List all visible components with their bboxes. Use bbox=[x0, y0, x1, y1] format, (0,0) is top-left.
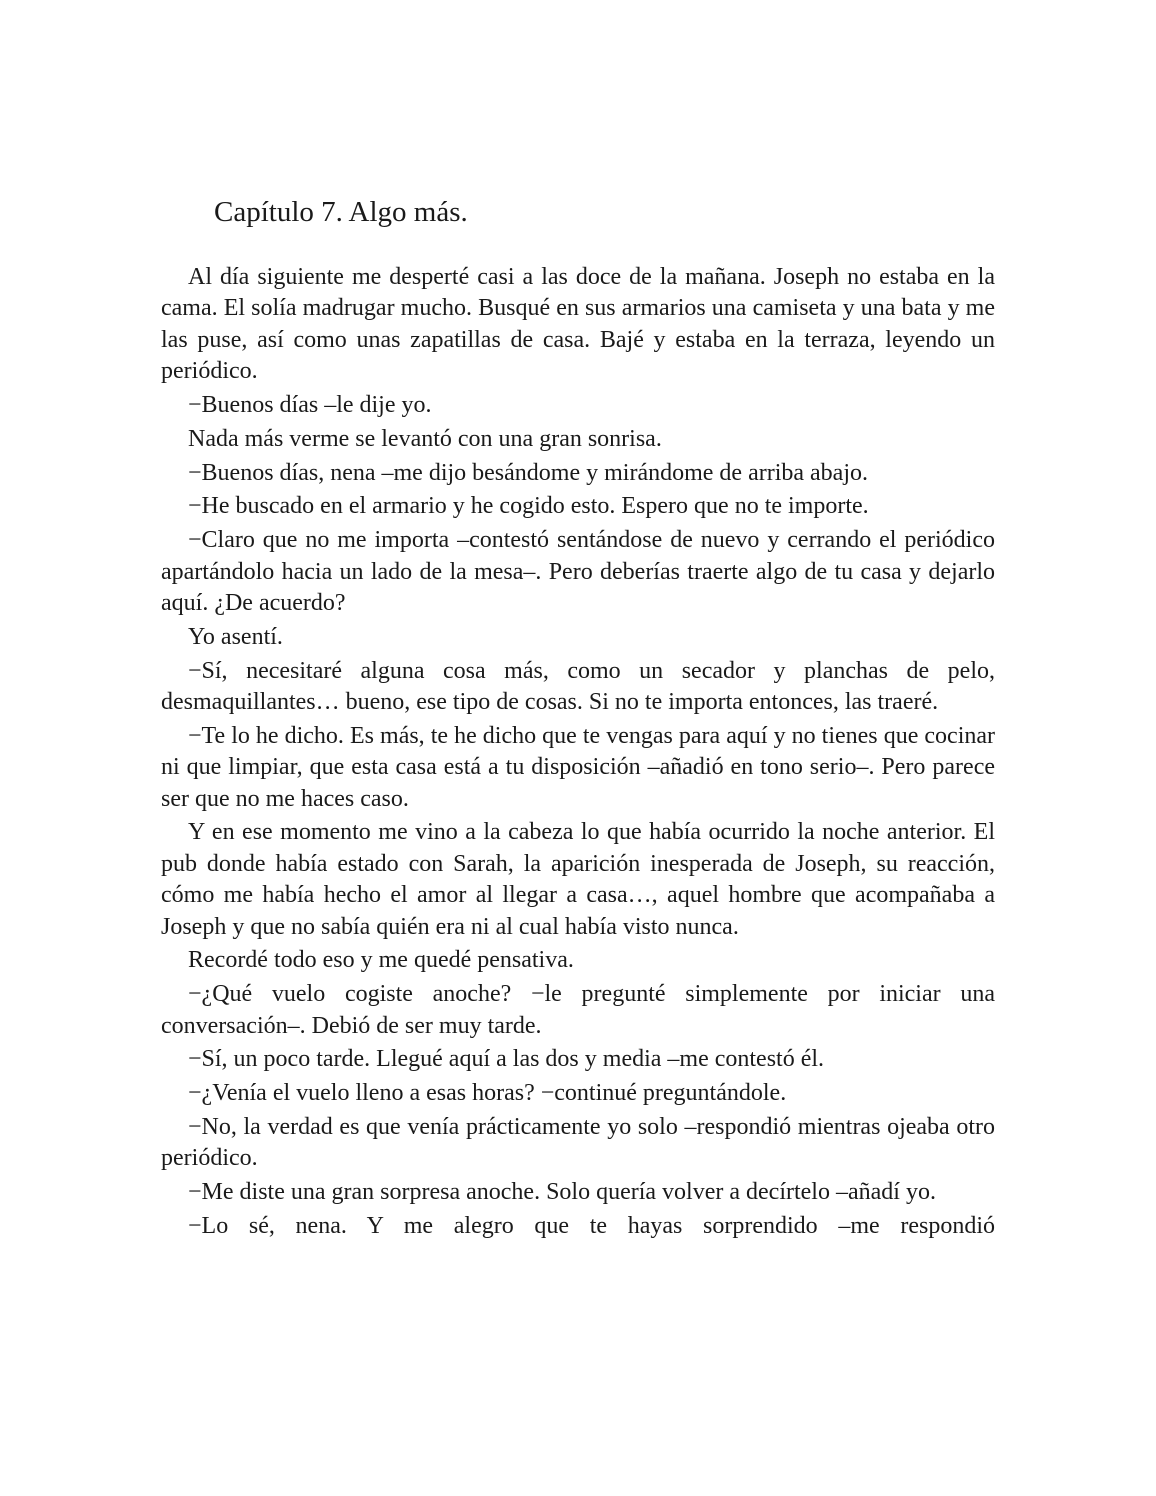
paragraph: −Claro que no me importa –contestó sentándose de nuevo y cerrando el periódico apartándolo hacia un lado de la mesa–. Pero deberías traerte algo de tu casa y dejarlo aquí. ¿De acuerdo? bbox=[161, 527, 995, 617]
paragraph: −No, la verdad es que venía prácticamente yo solo –respondió mientras ojeaba otro periódico. bbox=[161, 1114, 995, 1172]
paragraph: −Te lo he dicho. Es más, te he dicho que te vengas para aquí y no tienes que cocinar ni que limpiar, que esta casa está a tu disposición –añadió en tono serio–. Pero parece ser que no me haces caso. bbox=[161, 722, 995, 812]
chapter-body bbox=[161, 262, 995, 1245]
paragraph: Y en ese momento me vino a la cabeza lo que había ocurrido la noche anterior. El pub donde había estado con Sarah, la aparición inesperada de Joseph, su reacción, cómo me había hecho el amor al llegar a casa…, aquel hombre que acompañaba a Joseph y que no sabía quién era ni al cual había visto nunca. bbox=[161, 819, 995, 940]
paragraph: −¿Venía el vuelo lleno a esas horas? −continué preguntándole. bbox=[188, 1080, 787, 1107]
paragraph: −He buscado en el armario y he cogido esto. Espero que no te importe. bbox=[188, 493, 869, 520]
paragraph: −Buenos días, nena –me dijo besándome y mirándome de arriba abajo. bbox=[188, 459, 869, 486]
paragraph: Recordé todo eso y me quedé pensativa. bbox=[188, 947, 574, 974]
chapter-title: Capítulo 7. Algo más. bbox=[214, 196, 468, 228]
paragraph: −Lo sé, nena. Y me alegro que te hayas sorprendido –me respondió bbox=[188, 1213, 995, 1240]
paragraph: Nada más verme se levantó con una gran sonrisa. bbox=[188, 425, 662, 452]
paragraph: −¿Qué vuelo cogiste anoche? −le pregunté simplemente por iniciar una conversación–. Debió de ser muy tarde. bbox=[161, 981, 995, 1039]
paragraph: −Sí, un poco tarde. Llegué aquí a las dos y media –me contestó él. bbox=[188, 1046, 825, 1073]
paragraph: Yo asentí. bbox=[188, 623, 283, 650]
paragraph: −Me diste una gran sorpresa anoche. Solo quería volver a decírtelo –añadí yo. bbox=[188, 1179, 936, 1206]
paragraph: −Sí, necesitaré alguna cosa más, como un secador y planchas de pelo, desmaquillantes… bueno, ese tipo de cosas. Si no te importa entonces, las traeré. bbox=[161, 657, 995, 716]
paragraph: −Buenos días –le dije yo. bbox=[188, 392, 432, 419]
paragraph: Al día siguiente me desperté casi a las doce de la mañana. Joseph no estaba en la cama. El solía madrugar mucho. Busqué en sus armarios una camiseta y una bata y me las puse, así como unas zapatillas de casa. Bajé y estaba en la terraza, leyendo un periódico. bbox=[161, 264, 995, 385]
